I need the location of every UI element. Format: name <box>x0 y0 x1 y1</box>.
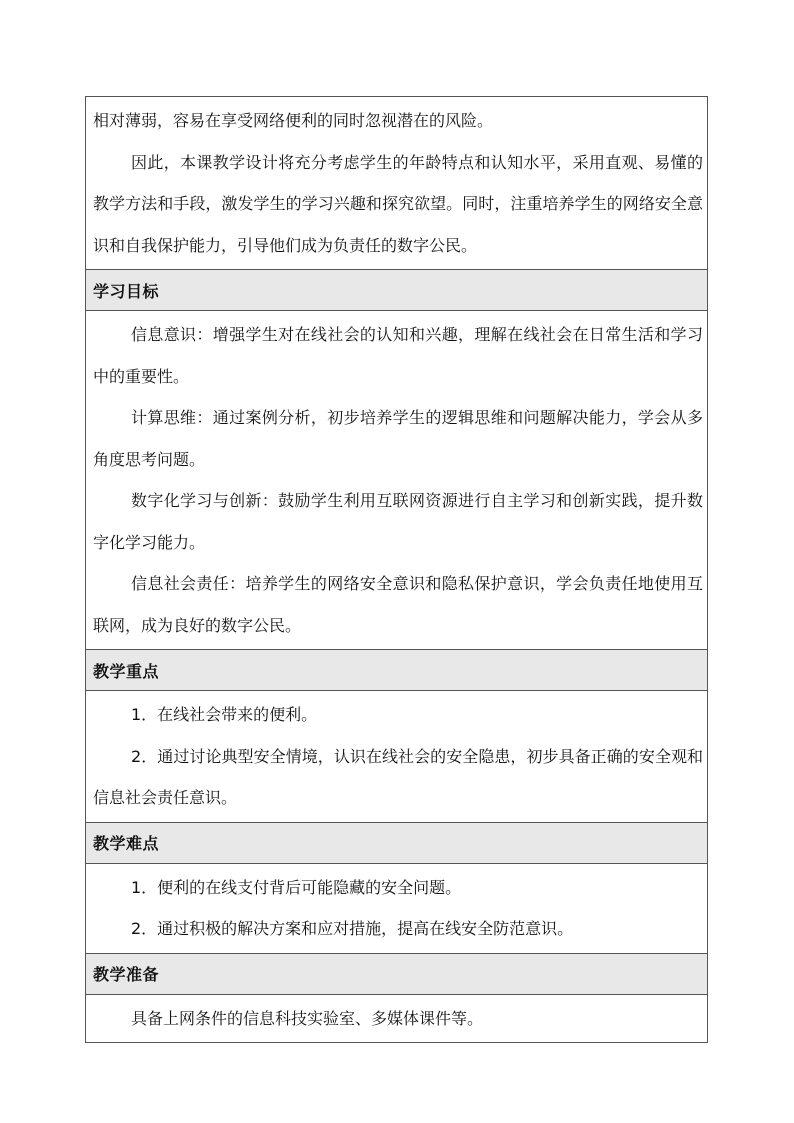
goal-paragraph: 计算思维：通过案例分析，初步培养学生的逻辑思维和问题解决能力，学会从多角度思考问题。 <box>93 408 703 469</box>
section-header-learning-goals: 学习目标 <box>86 270 707 311</box>
preparation-content <box>86 995 707 1043</box>
goal-paragraph: 信息意识：增强学生对在线社会的认知和兴趣，理解在线社会在日常生活和学习中的重要性。 <box>93 325 703 386</box>
key-point-paragraph: 1．在线社会带来的便利。 <box>131 705 318 724</box>
learning-goals-content <box>86 311 707 650</box>
preparation-paragraph: 具备上网条件的信息科技实验室、多媒体课件等。 <box>131 1008 484 1028</box>
difficulties-content <box>86 864 707 954</box>
lesson-plan-table <box>85 96 708 1043</box>
intro-paragraph: 相对薄弱，容易在享受网络便利的同时忽视潜在的风险。 <box>93 111 494 130</box>
intro-content <box>86 97 707 270</box>
section-header-difficulties: 教学难点 <box>86 823 707 864</box>
section-header-preparation: 教学准备 <box>86 954 707 995</box>
section-header-key-points: 教学重点 <box>86 650 707 691</box>
goal-paragraph: 信息社会责任：培养学生的网络安全意识和隐私保护意识，学会负责任地使用互联网，成为良好的数字公民。 <box>93 574 703 635</box>
key-points-content <box>86 691 707 823</box>
key-point-paragraph: 2．通过讨论典型安全情境，认识在线社会的安全隐患，初步具备正确的安全观和信息社会责任意识。 <box>93 746 703 807</box>
goal-paragraph: 数字化学习与创新：鼓励学生利用互联网资源进行自主学习和创新实践，提升数字化学习能力。 <box>93 491 703 552</box>
intro-paragraph: 因此，本课教学设计将充分考虑学生的年龄特点和认知水平，采用直观、易懂的教学方法和手段，激发学生的学习兴趣和探究欲望。同时，注重培养学生的网络安全意识和自我保护能力，引导他们成为负责任的数字公民。 <box>93 152 703 255</box>
difficulty-paragraph: 1．便利的在线支付背后可能隐藏的安全问题。 <box>131 877 462 897</box>
difficulty-paragraph: 2．通过积极的解决方案和应对措施，提高在线安全防范意识。 <box>131 919 574 938</box>
